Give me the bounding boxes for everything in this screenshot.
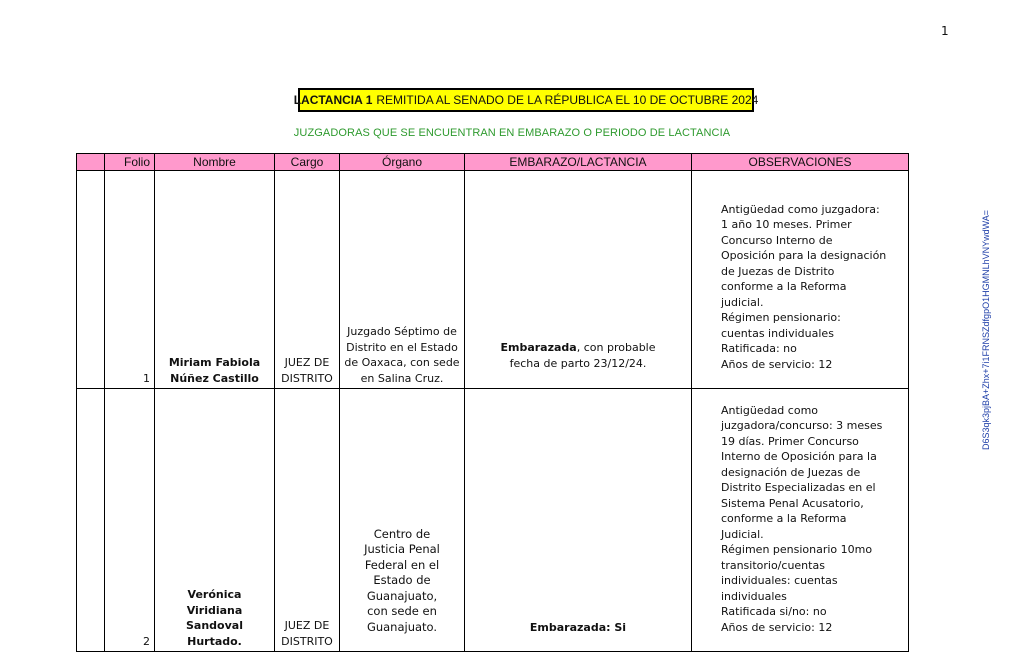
embarazo-line xyxy=(469,340,687,356)
organo-line: de Oaxaca, con sede xyxy=(344,356,460,369)
organo-cell xyxy=(340,389,465,652)
side-verification-code: D6S3qk3pjBA+Zhx+7i1FRNSZdfgpO1HGMNLhVNYwdWA= xyxy=(981,209,991,450)
title-bold: LACTANCIA 1 xyxy=(293,93,373,107)
obs-line: Ratificada si/no: no xyxy=(721,605,827,618)
organo-line: Guanajuato, xyxy=(366,588,438,603)
header-folio: Folio xyxy=(105,154,155,171)
organo-line: con sede en xyxy=(367,604,437,618)
obs-line: Interno de Oposición para la xyxy=(721,450,877,463)
organo-cell xyxy=(340,171,465,389)
embarazo-line xyxy=(469,620,687,636)
embarazo-line: fecha de parto 23/12/24. xyxy=(509,356,647,370)
organo-line: Guanajuato. xyxy=(366,619,438,634)
obs-line: conforme a la Reforma xyxy=(721,512,847,525)
embarazo-status: Embarazada: Si xyxy=(529,620,627,634)
row-blank-cell xyxy=(77,171,105,389)
obs-line: judicial. xyxy=(721,295,764,309)
obs-line: Antigüedad como juzgadora: xyxy=(721,202,880,216)
obs-line: Oposición para la designación xyxy=(721,249,887,262)
obs-line: Años de servicio: 12 xyxy=(721,357,833,371)
obs-line: Concurso Interno de xyxy=(721,233,833,247)
header-observaciones: OBSERVACIONES xyxy=(692,154,909,171)
organo-line: en Salina Cruz. xyxy=(360,371,444,385)
obs-line: 1 año 10 meses. Primer xyxy=(721,218,852,231)
obs-line: Régimen pensionario: xyxy=(721,311,841,324)
embarazo-cell xyxy=(465,171,692,389)
organo-line: Juzgado Séptimo de xyxy=(347,325,457,338)
obs-line: Distrito Especializadas en el xyxy=(721,481,876,494)
obs-line: juzgadora/concurso: 3 meses xyxy=(721,419,883,432)
nombre-cell xyxy=(155,171,275,389)
header-cargo: Cargo xyxy=(275,154,340,171)
obs-line: Régimen pensionario 10mo xyxy=(721,543,873,556)
document-title-box xyxy=(293,88,759,112)
embarazo-detail: , con probable xyxy=(576,341,656,354)
table-header-row xyxy=(77,154,909,171)
cargo-cell xyxy=(275,171,340,389)
organo-line: Justicia Penal xyxy=(364,542,440,556)
organo-line: Distrito en el Estado xyxy=(346,340,458,354)
obs-line: transitorio/cuentas xyxy=(721,558,825,572)
nombre-line: Miriam Fabiola xyxy=(168,356,261,369)
obs-line: Ratificada: no xyxy=(721,342,797,355)
obs-line: 19 días. Primer Concurso xyxy=(721,434,859,448)
header-blank xyxy=(77,154,105,171)
table-row xyxy=(77,171,909,389)
header-organo: Órgano xyxy=(340,154,465,171)
nombre-line: Núñez Castillo xyxy=(170,371,259,385)
embarazo-cell xyxy=(465,389,692,652)
header-nombre: Nombre xyxy=(155,154,275,171)
document-subtitle: JUZGADORAS QUE SE ENCUENTRAN EN EMBARAZO O PERIODO DE LACTANCIA xyxy=(293,127,731,139)
observaciones-cell xyxy=(692,171,909,389)
organo-block xyxy=(362,527,442,636)
organo-line: Centro de xyxy=(373,526,431,541)
obs-line: Sistema Penal Acusatorio, xyxy=(721,496,864,510)
header-embarazo: EMBARAZO/LACTANCIA xyxy=(465,154,692,171)
row-blank-cell xyxy=(77,389,105,652)
nombre-line: Verónica Viridiana xyxy=(186,588,243,617)
cargo-cell xyxy=(275,389,340,652)
lactation-table xyxy=(76,153,909,652)
obs-line: individuales xyxy=(721,589,787,603)
nombre-line: Sandoval Hurtado. xyxy=(186,619,243,648)
obs-line: conforme a la Reforma xyxy=(721,280,847,293)
organo-line: Estado de xyxy=(373,573,431,587)
cargo-line: DISTRITO xyxy=(281,371,333,385)
organo-line: Federal en el xyxy=(364,557,440,572)
obs-line: cuentas individuales xyxy=(721,326,834,340)
cargo-line: JUEZ DE xyxy=(284,619,330,632)
obs-line: Judicial. xyxy=(721,527,764,541)
observaciones-cell xyxy=(692,389,909,652)
cargo-line: JUEZ DE xyxy=(284,356,330,369)
obs-line: Años de servicio: 12 xyxy=(721,620,833,634)
obs-line: designación de Juezas de xyxy=(721,465,861,479)
folio-cell: 2 xyxy=(105,389,155,652)
title-text: REMITIDA AL SENADO DE LA RÉPUBLICA EL 10 DE OCTUBRE 2024 xyxy=(376,93,759,107)
folio-cell: 1 xyxy=(105,171,155,389)
table-row xyxy=(77,389,909,652)
obs-line: de Juezas de Distrito xyxy=(721,264,835,278)
obs-line: individuales: cuentas xyxy=(721,574,838,587)
nombre-cell xyxy=(155,389,275,652)
cargo-line: DISTRITO xyxy=(281,634,333,648)
embarazo-status: Embarazada xyxy=(500,341,577,354)
obs-line: Antigüedad como xyxy=(721,403,819,417)
page-number: 1 xyxy=(941,24,949,38)
